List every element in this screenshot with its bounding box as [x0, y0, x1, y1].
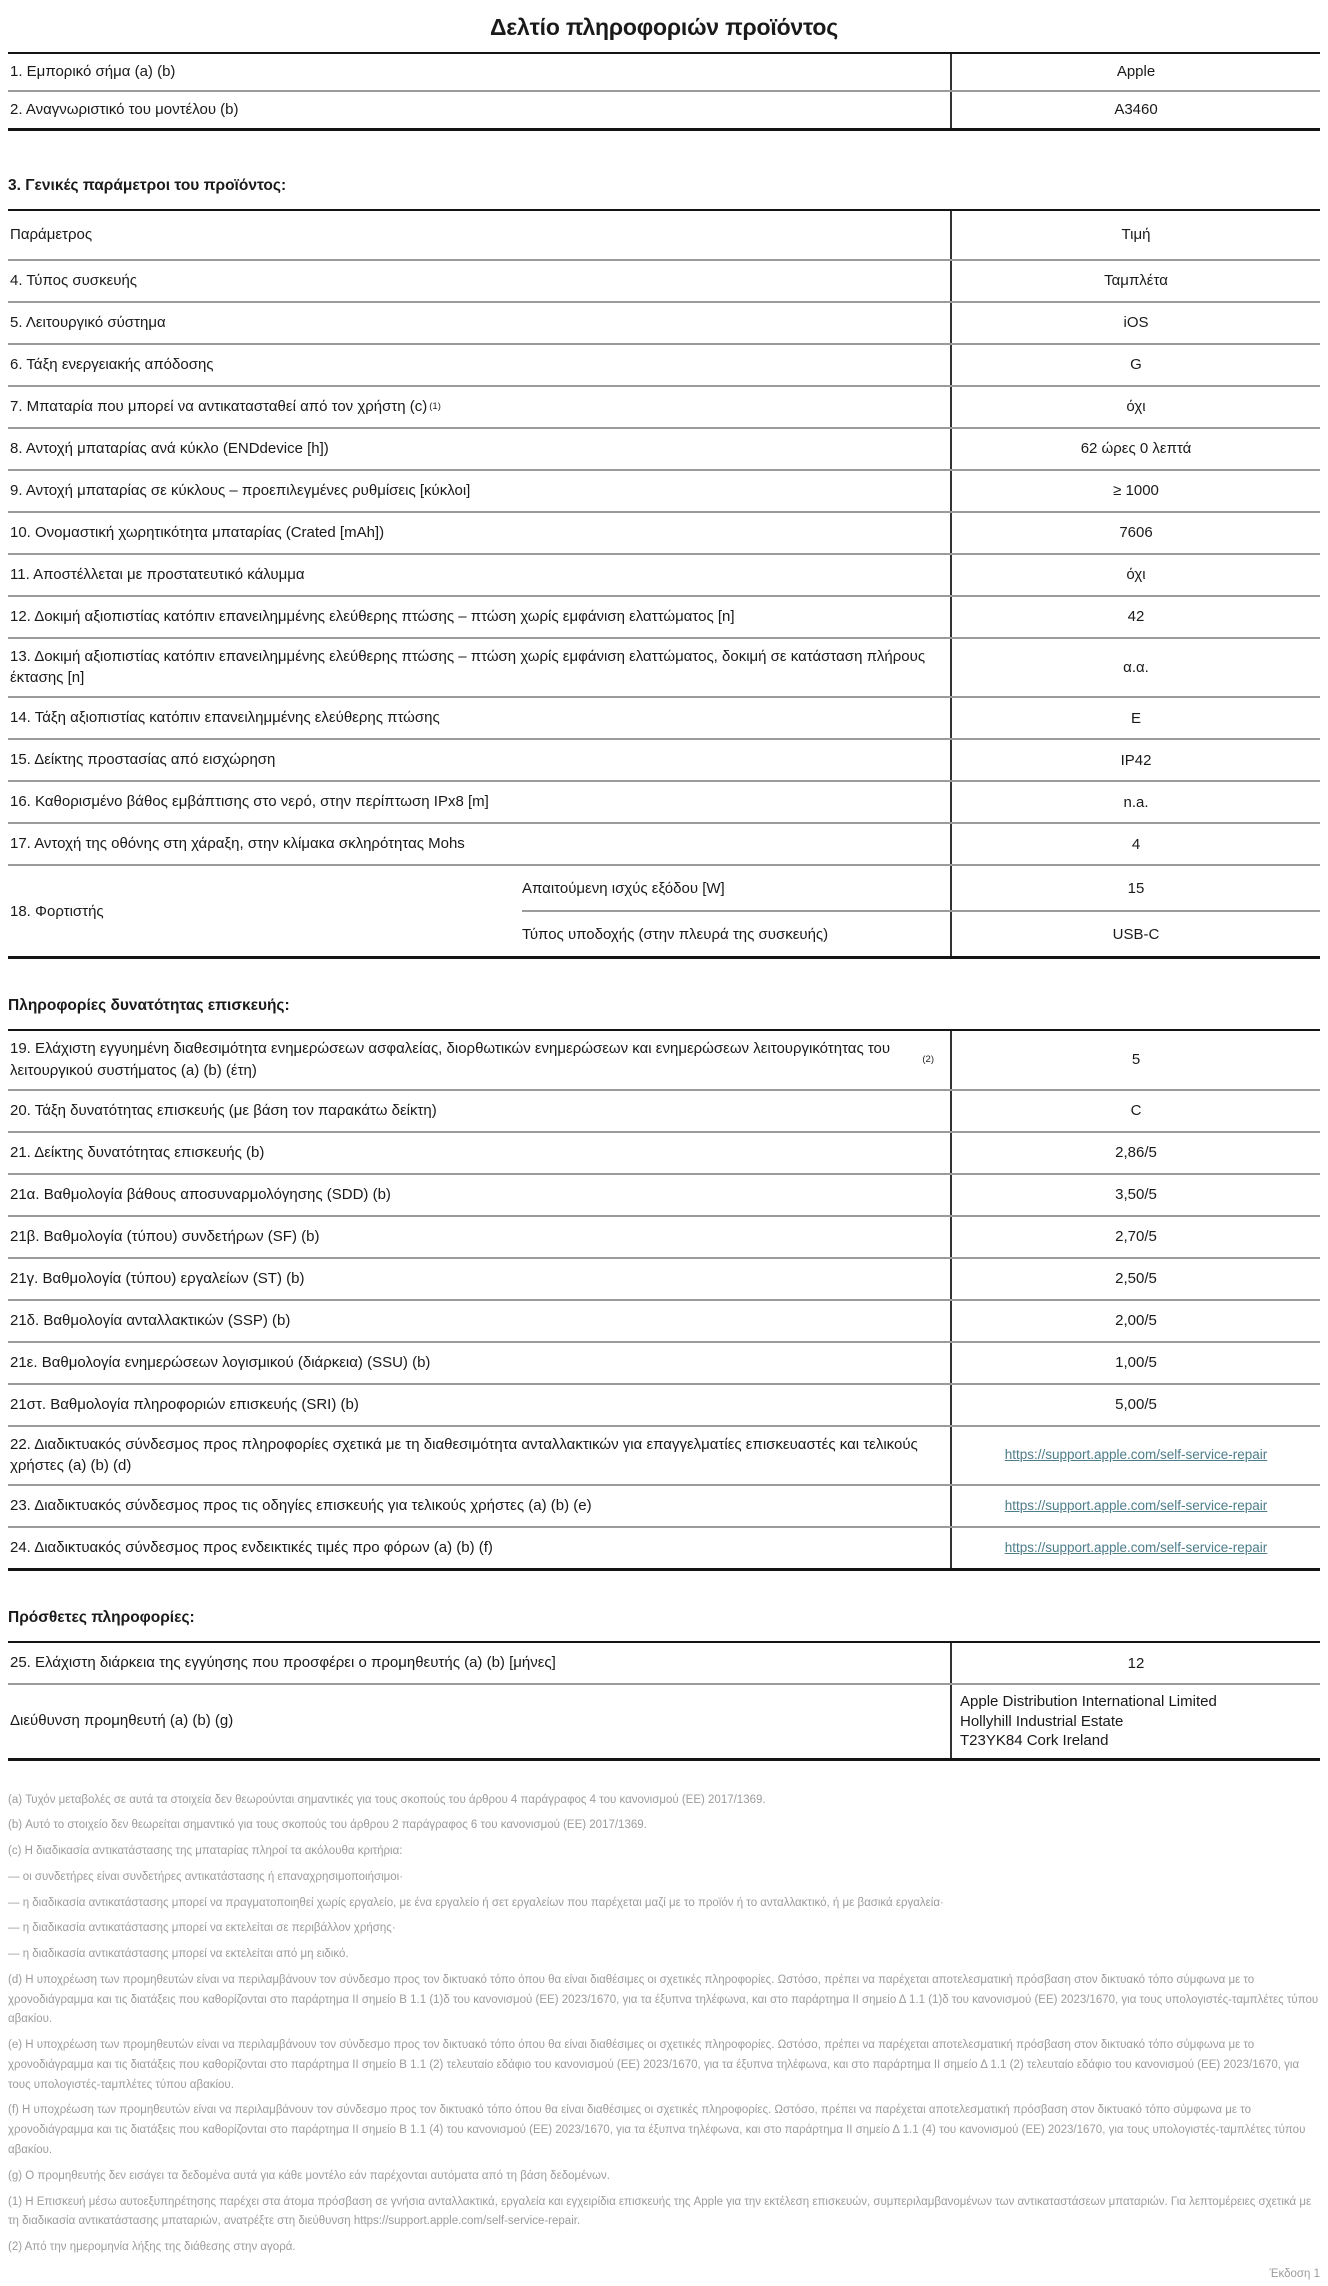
- row-ssp-score: [8, 1299, 1320, 1341]
- row-battery-capacity: [8, 511, 1320, 553]
- row-value: [950, 1427, 1320, 1485]
- row-label: 20. Τάξη δυνατότητας επισκευής (με βάση τον παρακάτω δείκτη): [10, 1101, 437, 1119]
- row-value: Apple: [950, 54, 1320, 90]
- row-value: A3460: [950, 92, 1320, 128]
- row-battery-endurance-per-cycle: [8, 427, 1320, 469]
- row-value: [950, 1528, 1320, 1568]
- charger-sub-table: [522, 866, 1320, 956]
- row-label: Διεύθυνση προμηθευτή (a) (b) (g): [10, 1712, 234, 1730]
- row-link-spare-parts: [8, 1425, 1320, 1485]
- row-label: 8. Αντοχή μπαταρίας ανά κύκλο (ENDdevice [h]): [10, 439, 329, 457]
- row-value: [950, 1486, 1320, 1526]
- row-drop-reliability-class: [8, 696, 1320, 738]
- repairability-table: [8, 1029, 1320, 1571]
- row-label: 22. Διαδικτυακός σύνδεσμος προς πληροφορίες σχετικά με τη διαθεσιμότητα ανταλλακτικών για επαγγελματίες επισκευαστές και τελικούς χρήστες (a) (b) (d): [10, 1435, 918, 1475]
- footnote-1: (1) Η Επισκευή μέσω αυτοεξυπηρέτησης παρέχει στα άτομα πρόσβαση σε γνήσια ανταλλακτικά, εργαλεία και εγχειρίδια επισκευής της Apple για την εκτέλεση επισκευών, συμπεριλαμβανομένων των αντικαταστάσεων μπαταριών. Για λεπτομέρειες σχετικά με τη διαδικασία αντικατάστασης μπαταριών, ανατρέξτε στη διεύθυνση https://support.apple.com/self-service-repair.: [8, 2195, 1312, 2228]
- row-label: 10. Ονομαστική χωρητικότητα μπαταρίας (Crated [mAh]): [10, 523, 385, 541]
- footnote-2: (2) Από την ημερομηνία λήξης της διάθεσης στην αγορά.: [8, 2241, 296, 2254]
- footnote-c-item-2: — η διαδικασία αντικατάστασης μπορεί να πραγματοποιηθεί χωρίς εργαλείο, με ένα εργαλείο ή σετ εργαλείων που παρέχεται μαζί με το προϊόν ή το ανταλλακτικό, ή με βασικά εργαλεία·: [8, 1896, 944, 1909]
- row-repairability-index: [8, 1131, 1320, 1173]
- row-value: 4: [950, 824, 1320, 864]
- product-information-sheet: [0, 14, 1328, 2280]
- row-device-type: [8, 259, 1320, 301]
- row-scratch-resistance: [8, 822, 1320, 864]
- row-ssu-score: [8, 1341, 1320, 1383]
- row-value: 1,00/5: [950, 1343, 1320, 1383]
- footnote-c: (c) Η διαδικασία αντικατάστασης της μπαταρίας πληροί τα ακόλουθα κριτήρια:: [8, 1845, 403, 1858]
- row-value: C: [950, 1091, 1320, 1131]
- row-label: Απαιτούμενη ισχύς εξόδου [W]: [522, 879, 725, 897]
- row-label: 16. Καθορισμένο βάθος εμβάπτισης στο νερό, στην περίπτωση IPx8 [m]: [10, 793, 489, 811]
- row-label: 9. Αντοχή μπαταρίας σε κύκλους – προεπιλεγμένες ρυθμίσεις [κύκλοι]: [10, 481, 471, 499]
- footnote-c-item-4: — η διαδικασία αντικατάστασης μπορεί να εκτελείται από μη ειδικό.: [8, 1948, 349, 1961]
- row-sri-score: [8, 1383, 1320, 1425]
- row-warranty-months: [8, 1643, 1320, 1683]
- column-header-value: Τιμή: [950, 211, 1320, 259]
- row-value: 2,50/5: [950, 1259, 1320, 1299]
- row-value: 5: [950, 1031, 1320, 1089]
- row-label: 23. Διαδικτυακός σύνδεσμος προς τις οδηγίες επισκευής για τελικούς χρήστες (a) (b) (e): [10, 1497, 592, 1515]
- footnote-c-item-1: — οι συνδετήρες είναι συνδετήρες αντικατάστασης ή επαναχρησιμοποιήσιμοι·: [8, 1870, 404, 1883]
- row-model-id: [8, 90, 1320, 128]
- row-value: 62 ώρες 0 λεπτά: [950, 429, 1320, 469]
- row-value: iOS: [950, 303, 1320, 343]
- row-charger: [8, 864, 1320, 956]
- section-heading-general: 3. Γενικές παράμετροι του προϊόντος:: [8, 176, 287, 194]
- row-brand: [8, 54, 1320, 90]
- row-value: 12: [950, 1643, 1320, 1683]
- row-supplier-address: [8, 1683, 1320, 1758]
- footnote-g: (g) Ο προμηθευτής δεν εισάγει τα δεδομένα αυτά για κάθε μοντέλο εάν παρέχονται αυτόματα από τη βάση δεδομένων.: [8, 2169, 610, 2182]
- identity-table: [8, 52, 1320, 131]
- row-label: 21δ. Βαθμολογία ανταλλακτικών (SSP) (b): [10, 1311, 291, 1329]
- row-label: 21. Δείκτης δυνατότητας επισκευής (b): [10, 1143, 265, 1161]
- section-heading-repairability: Πληροφορίες δυνατότητας επισκευής:: [8, 997, 290, 1014]
- supplier-address-line: Hollyhill Industrial Estate: [960, 1712, 1124, 1730]
- row-value: όχι: [950, 555, 1320, 595]
- row-label: 15. Δείκτης προστασίας από εισχώρηση: [10, 751, 276, 769]
- row-battery-user-replaceable: [8, 385, 1320, 427]
- row-label: 13. Δοκιμή αξιοπιστίας κατόπιν επανειλημμένης ελεύθερης πτώσης – πτώση χωρίς εμφάνιση ελαττώματος, δοκιμή σε κατάσταση πλήρους έκτασης [n]: [10, 647, 926, 687]
- row-value: G: [950, 345, 1320, 385]
- row-protective-cover: [8, 553, 1320, 595]
- row-label: 7. Μπαταρία που μπορεί να αντικατασταθεί από τον χρήστη (c) (1): [10, 397, 441, 415]
- row-charger-connector-type: [522, 910, 1320, 956]
- row-repairability-class: [8, 1089, 1320, 1131]
- section-heading-additional: Πρόσθετες πληροφορίες:: [8, 1609, 195, 1626]
- self-service-repair-link[interactable]: https://support.apple.com/self-service-repair: [1004, 1446, 1268, 1462]
- footnote-a: (a) Τυχόν μεταβολές σε αυτά τα στοιχεία δεν θεωρούνται σημαντικές για τους σκοπούς του άρθρου 4 παράγραφος 4 του κανονισμού (ΕΕ) 2017/1369.: [8, 1793, 766, 1806]
- row-charger-output-power: [522, 866, 1320, 910]
- row-sdd-score: [8, 1173, 1320, 1215]
- row-value: n.a.: [950, 782, 1320, 822]
- supplier-address-line: Apple Distribution International Limited: [960, 1693, 1217, 1710]
- row-immersion-depth: [8, 780, 1320, 822]
- row-label: 4. Τύπος συσκευής: [10, 271, 138, 289]
- row-value: 2,86/5: [950, 1133, 1320, 1173]
- table-header-row: [8, 211, 1320, 259]
- row-value: USB-C: [950, 912, 1320, 956]
- row-label: 2. Αναγνωριστικό του μοντέλου (b): [10, 100, 239, 118]
- row-os: [8, 301, 1320, 343]
- row-label: 12. Δοκιμή αξιοπιστίας κατόπιν επανειλημμένης ελεύθερης πτώσης – πτώση χωρίς εμφάνιση ελαττώματος [n]: [10, 607, 735, 625]
- footnote-b: (b) Αυτό το στοιχείο δεν θεωρείται σημαντικό για τους σκοπούς του άρθρου 2 παράγραφος 6 του κανονισμού (ΕΕ) 2017/1369.: [8, 1819, 647, 1832]
- row-label: 21ε. Βαθμολογία ενημερώσεων λογισμικού (διάρκεια) (SSU) (b): [10, 1353, 431, 1371]
- footnote-c-item-3: — η διαδικασία αντικατάστασης μπορεί να εκτελείται σε περιβάλλον χρήσης·: [8, 1922, 396, 1935]
- supplier-address-line: T23YK84 Cork Ireland: [960, 1732, 1109, 1749]
- row-sf-score: [8, 1215, 1320, 1257]
- row-label: 17. Αντοχή της οθόνης στη χάραξη, στην κλίμακα σκληρότητας Mohs: [10, 835, 465, 853]
- row-label: Τύπος υποδοχής (στην πλευρά της συσκευής): [522, 925, 829, 943]
- footnotes: [8, 1791, 1320, 2258]
- row-drop-test: [8, 595, 1320, 637]
- footnote-f: (f) Η υποχρέωση των προμηθευτών είναι να περιλαμβάνουν τον σύνδεσμο προς τον δικτυακό τόπο όπου θα είναι διαθέσιμες οι σχετικές πληροφορίες. Ωστόσο, πρέπει να παρέχεται αποτελεσματική πρόσβαση στον δικτυακό τόπο σύμφωνα με το χρονοδιάγραμμα και τις διατάξεις που καθορίζονται στο παράρτημα ΙΙ σημείο Β 1.1 (4) του κανονισμού (ΕΕ) 2023/1670, για τα έξυπνα τηλέφωνα, και στο παράρτημα ΙΙ σημείο Δ 1.1 (4) του κανονισμού (ΕΕ) 2023/1670, για τους υπολογιστές-ταμπλέτες τύπου αβακίου.: [8, 2104, 1306, 2156]
- row-label: 5. Λειτουργικό σύστημα: [10, 313, 166, 331]
- row-value: Ταμπλέτα: [950, 261, 1320, 301]
- row-os-updates-years: [8, 1031, 1320, 1089]
- row-value: 3,50/5: [950, 1175, 1320, 1215]
- footnote-e: (e) Η υποχρέωση των προμηθευτών είναι να περιλαμβάνουν τον σύνδεσμο προς τον δικτυακό τόπο όπου θα είναι διαθέσιμες οι σχετικές πληροφορίες. Ωστόσο, πρέπει να παρέχεται αποτελεσματική πρόσβαση στον δικτυακό τόπο σύμφωνα με το χρονοδιάγραμμα και τις διατάξεις που καθορίζονται στο παράρτημα ΙΙ σημείο Β 1.1 (2) τελευταίο εδάφιο του κανονισμού (ΕΕ) 2023/1670, για τα έξυπνα τηλέφωνα, και στο παράρτημα ΙΙ σημείο Δ 1.1 (2) τελευταίο εδάφιο του κανονισμού (ΕΕ) 2023/1670, για τους υπολογιστές-ταμπλέτες τύπου αβακίου.: [8, 2039, 1300, 2091]
- row-label: 21α. Βαθμολογία βάθους αποσυναρμολόγησης (SDD) (b): [10, 1185, 391, 1203]
- general-parameters-table: [8, 209, 1320, 960]
- row-label: 21στ. Βαθμολογία πληροφοριών επισκευής (SRI) (b): [10, 1395, 359, 1413]
- row-label: 6. Τάξη ενεργειακής απόδοσης: [10, 355, 214, 373]
- row-battery-endurance-cycles: [8, 469, 1320, 511]
- page-title: Δελτίο πληροφοριών προϊόντος: [489, 14, 839, 40]
- row-drop-test-full-extent: [8, 637, 1320, 697]
- row-value: E: [950, 698, 1320, 738]
- row-value: 5,00/5: [950, 1385, 1320, 1425]
- self-service-repair-link[interactable]: https://support.apple.com/self-service-repair: [1004, 1539, 1268, 1555]
- row-value: 15: [950, 866, 1320, 910]
- row-label: 25. Ελάχιστη διάρκεια της εγγύησης που προσφέρει ο προμηθευτής (a) (b) [μήνες]: [10, 1654, 556, 1672]
- row-label: 11. Αποστέλλεται με προστατευτικό κάλυμμα: [10, 565, 305, 583]
- row-label: 21β. Βαθμολογία (τύπου) συνδετήρων (SF) (b): [10, 1227, 320, 1245]
- row-value: 7606: [950, 513, 1320, 553]
- row-value: 2,00/5: [950, 1301, 1320, 1341]
- row-value: 2,70/5: [950, 1217, 1320, 1257]
- row-value: IP42: [950, 740, 1320, 780]
- row-st-score: [8, 1257, 1320, 1299]
- row-value: όχι: [950, 387, 1320, 427]
- row-label: 21γ. Βαθμολογία (τύπου) εργαλείων (ST) (b): [10, 1269, 305, 1287]
- row-link-repair-instructions: [8, 1484, 1320, 1526]
- row-label: 1. Εμπορικό σήμα (a) (b): [10, 63, 176, 80]
- self-service-repair-link[interactable]: https://support.apple.com/self-service-repair: [1004, 1497, 1268, 1513]
- row-label: 24. Διαδικτυακός σύνδεσμος προς ενδεικτικές τιμές προ φόρων (a) (b) (f): [10, 1539, 493, 1557]
- row-label: 18. Φορτιστής: [10, 902, 104, 920]
- row-value: ≥ 1000: [950, 471, 1320, 511]
- row-energy-class: [8, 343, 1320, 385]
- row-label: 19. Ελάχιστη εγγυημένη διαθεσιμότητα ενημερώσεων ασφαλείας, διορθωτικών ενημερώσεων και ενημερώσεων λειτουργικότητας του λειτουργικού συστήματος (a) (b) (έτη) (2): [10, 1040, 934, 1079]
- row-link-pretax-prices: [8, 1526, 1320, 1568]
- row-ingress-protection: [8, 738, 1320, 780]
- footnote-d: (d) Η υποχρέωση των προμηθευτών είναι να περιλαμβάνουν τον σύνδεσμο προς τον δικτυακό τόπο όπου θα είναι διαθέσιμες οι σχετικές πληροφορίες. Ωστόσο, πρέπει να παρέχεται αποτελεσματική πρόσβαση στον δικτυακό τόπο σύμφωνα με το χρονοδιάγραμμα και τις διατάξεις που καθορίζονται στο παράρτημα ΙΙ σημείο Β 1.1 (1)δ του κανονισμού (ΕΕ) 2023/1670, για τα έξυπνα τηλέφωνα, και στο παράρτημα ΙΙ σημείο Δ 1.1 (1)δ του κανονισμού (ΕΕ) 2023/1670, για τους υπολογιστές-ταμπλέτες τύπου αβακίου.: [8, 1973, 1319, 2026]
- row-value: 42: [950, 597, 1320, 637]
- version-label: Έκδοση 1: [1269, 2267, 1320, 2280]
- supplier-address: [950, 1685, 1320, 1758]
- additional-info-table: [8, 1641, 1320, 1761]
- column-header-parameter: Παράμετρος: [10, 225, 93, 243]
- row-value: α.α.: [950, 639, 1320, 697]
- row-label: 14. Τάξη αξιοπιστίας κατόπιν επανειλημμένης ελεύθερης πτώσης: [10, 709, 440, 727]
